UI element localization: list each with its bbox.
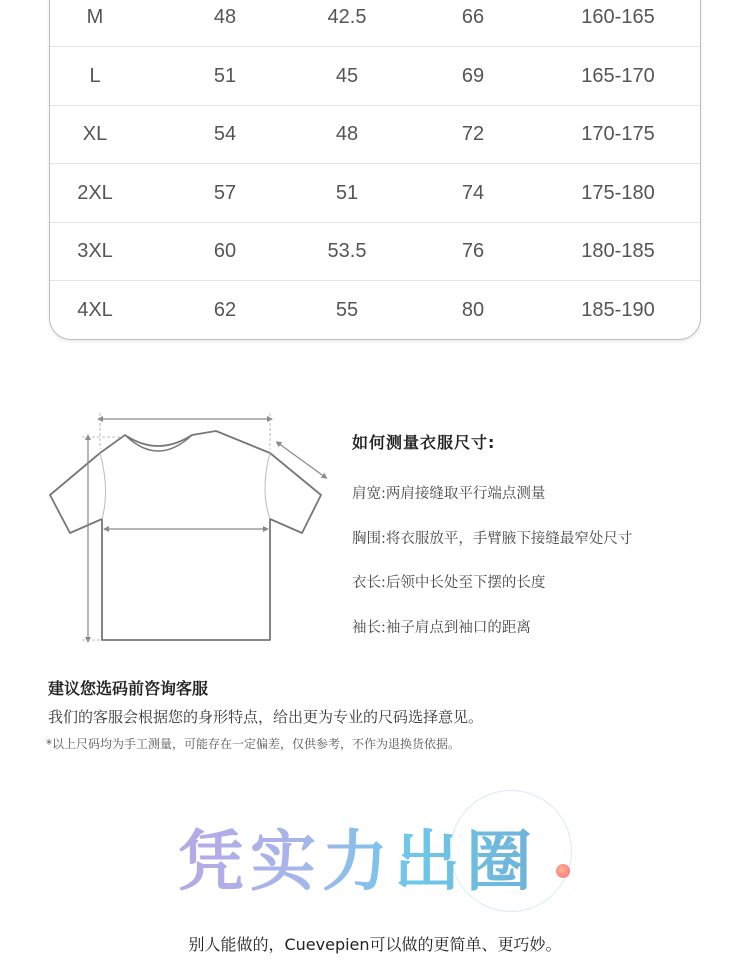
tshirt-outline [50,431,321,640]
table-cell: 51 [335,181,359,204]
table-cell: 66 [461,6,485,28]
table-cell: 3XL [77,240,113,262]
table-cell: 48 [335,123,359,145]
table-cell: 60 [213,240,237,262]
table-cell: 180-185 [581,240,655,262]
table-cell: 175-180 [581,181,655,204]
table-cell: 160-165 [581,6,655,28]
table-cell: M [86,6,104,28]
table-cell: 170-175 [581,123,655,145]
howto-shoulder: 肩宽:两肩接缝取平行端点测量 [352,486,546,502]
table-row [50,281,700,339]
table-row [50,0,700,47]
table-row [50,105,700,164]
table-cell: 53.5 [327,240,367,262]
table-cell: 74 [461,181,485,204]
advice-note: *以上尺码均为手工测量，可能存在一定偏差，仅供参考，不作为退换货依据。 [46,737,461,751]
slogan-text: 凭实力出圈 [178,808,538,903]
advice-title: 建议您选码前咨询客服 [48,679,209,698]
tagline: 别人能做的，Cuevepien可以做的更简单、更巧妙。 [188,935,562,954]
table-cell: 57 [213,181,237,204]
slogan-area [0,790,750,910]
table-cell: 45 [335,64,359,87]
table-cell: XL [82,123,108,145]
table-cell: 72 [461,123,485,145]
howto-length: 衣长:后领中长处至下摆的长度 [352,575,546,591]
table-cell: 80 [461,298,485,321]
table-cell: 62 [213,298,237,321]
table-cell: L [89,64,101,87]
table-cell: 42.5 [327,6,367,28]
table-cell: 76 [461,240,485,262]
table-cell: 185-190 [581,298,655,321]
size-table [49,0,701,340]
advice-text: 我们的客服会根据您的身形特点，给出更为专业的尺码选择意见。 [48,708,484,726]
howto-chest: 胸围:将衣服放平，手臂腋下接缝最窄处尺寸 [352,531,633,547]
table-row [50,164,700,223]
howto-title: 如何测量衣服尺寸: [352,433,496,452]
table-row [50,222,700,281]
table-cell: 54 [213,123,237,145]
howto-sleeve: 袖长:袖子肩点到袖口的距离 [352,620,531,636]
slogan-dot-icon [556,864,570,878]
table-cell: 4XL [77,298,113,321]
table-cell: 51 [213,64,237,87]
table-cell: 55 [335,298,359,321]
tshirt-measure-diagram [40,405,330,650]
table-cell: 2XL [77,181,113,204]
table-cell: 69 [461,64,485,87]
table-cell: 48 [213,6,237,28]
table-row [50,47,700,106]
table-cell: 165-170 [581,64,655,87]
